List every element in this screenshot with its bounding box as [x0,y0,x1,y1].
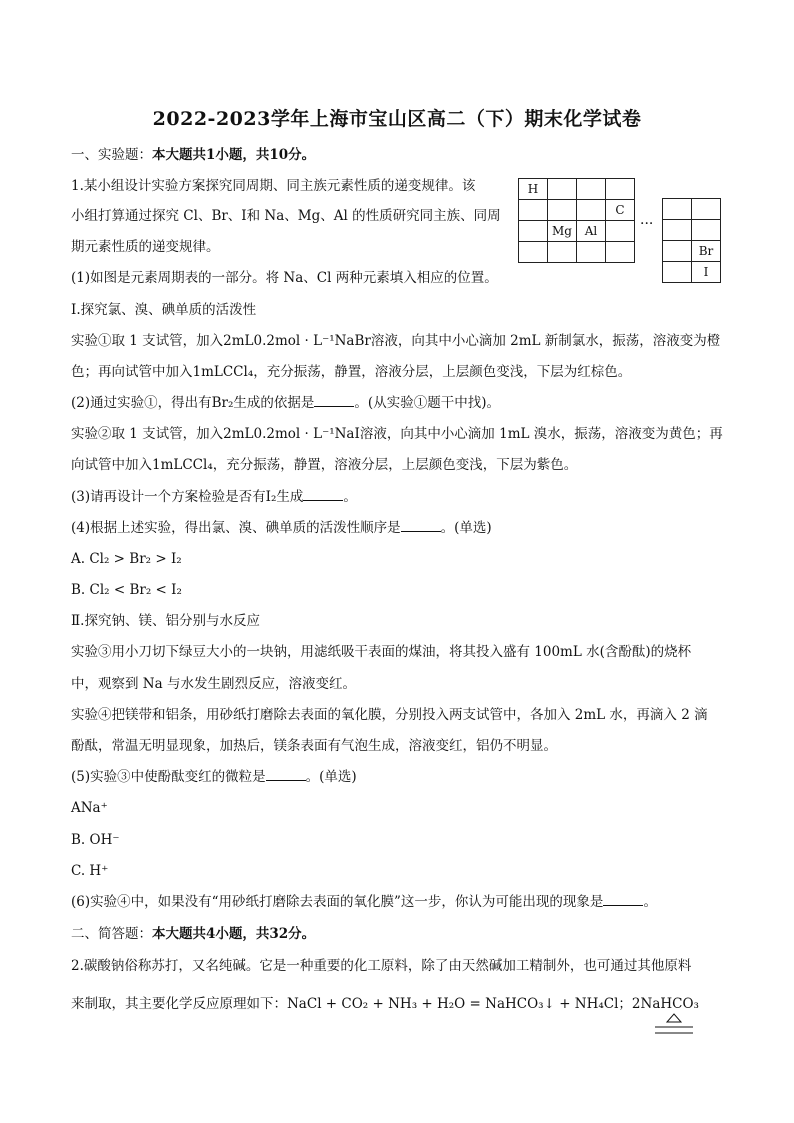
q5-text-b: 。(单选) [305,769,357,785]
section-desc: 本大题共1小题，共10分。 [152,147,316,163]
pt-right-row [663,220,721,241]
pt-right-row [663,262,721,283]
element-cell[interactable] [663,199,692,220]
heating-equal-sign-icon [655,1012,693,1038]
element-cell[interactable] [519,221,548,242]
q1-intro-line-2: 小组打算通过探究 Cl、Br、I和 Na、Mg、Al 的性质研究同主族、同周 [71,208,501,224]
ellipsis: ··· [640,216,654,232]
answer-blank[interactable] [314,394,354,407]
exp3-line-2: 中，观察到 Na 与水发生剧烈反应，溶液变红。 [71,676,356,692]
exp3-line-1: 实验③用小刀切下绿豆大小的一块钠，用滤纸吸干表面的煤油，将其投入盛有 100mL 水(含酚酞)的烧杯 [71,644,692,660]
q1-intro-line-3: 期元素性质的递变规律。 [71,239,220,255]
answer-blank[interactable] [401,519,441,532]
element-cell[interactable]: Mg [548,221,577,242]
element-cell[interactable]: Al [577,221,606,242]
pt-left-row [519,221,635,242]
exp2-line-2: 向试管中加入1mLCCl₄，充分振荡，静置，溶液分层，上层颜色变浅，下层为紫色。 [71,457,578,473]
element-cell[interactable] [577,242,606,263]
section-prefix: 一、实验题： [71,147,152,163]
element-cell[interactable] [692,199,721,220]
exp1-line-2: 色；再向试管中加入1mLCCl₄，充分振荡，静置，溶液分层，上层颜色变浅，下层为红棕色。 [71,364,632,380]
element-cell[interactable] [577,179,606,200]
exp2-line-1: 实验②取 1 支试管，加入2mL0.2mol · L⁻¹NaI溶液，向其中小心滴加 1mL 溴水，振荡，溶液变为黄色；再 [71,426,723,442]
q4-text-a: (4)根据上述实验，得出氯、溴、碘单质的活泼性顺序是 [71,520,401,536]
option-c-5[interactable]: C. H⁺ [71,863,109,879]
element-cell[interactable] [519,200,548,221]
q2-line-1: 2.碳酸钠俗称苏打，又名纯碱。它是一种重要的化工原料，除了由天然碱加工精制外，也可通过其他原料 [71,958,692,974]
q1-part-5 [71,768,357,786]
element-cell[interactable]: C [606,200,635,221]
q6-text-b: 。 [643,894,657,910]
q2-text-b: 。(从实验①题干中找)。 [354,395,500,411]
q1-part-2 [71,394,500,412]
q1-part-3 [71,488,357,506]
answer-blank[interactable] [603,893,643,906]
element-cell[interactable]: I [692,262,721,283]
pt-left-row [519,179,635,200]
element-cell[interactable] [548,242,577,263]
element-cell[interactable] [663,241,692,262]
q3-text-a: (3)请再设计一个方案检验是否有I₂生成 [71,489,304,505]
option-a-5[interactable]: ANa⁺ [71,800,108,816]
section-heading-1 [71,146,315,164]
element-cell[interactable] [606,242,635,263]
element-cell[interactable] [548,179,577,200]
answer-blank[interactable] [303,488,343,501]
element-cell[interactable] [663,220,692,241]
exp1-line-1: 实验①取 1 支试管，加入2mL0.2mol · L⁻¹NaBr溶液，向其中小心滴加 2mL 新制氯水，振荡，溶液变为橙 [71,333,721,349]
q1-intro-line-1: 1.某小组设计实验方案探究同周期、同主族元素性质的递变规律。该 [71,178,476,194]
q4-text-b: 。(单选) [440,520,492,536]
periodic-table-left [518,178,635,263]
element-cell[interactable] [519,242,548,263]
element-cell[interactable] [577,200,606,221]
pt-left-row [519,200,635,221]
q3-text-b: 。 [343,489,357,505]
page-title: 2022-2023学年上海市宝山区高二（下）期末化学试卷 [152,108,642,130]
periodic-table-right [662,198,721,283]
element-cell[interactable] [606,179,635,200]
element-cell[interactable] [548,200,577,221]
q1-part-4 [71,519,492,537]
q6-text-a: (6)实验④中，如果没有“用砂纸打磨除去表面的氧化膜”这一步，你认为可能出现的现象是 [71,894,604,910]
pt-right-row [663,241,721,262]
exp4-line-2: 酚酞，常温无明显现象，加热后，镁条表面有气泡生成，溶液变红，铝仍不明显。 [71,738,557,754]
q5-text-a: (5)实验③中使酚酞变红的微粒是 [71,769,266,785]
q1-part-1: (1)如图是元素周期表的一部分。将 Na、Cl 两种元素填入相应的位置。 [71,270,498,286]
element-cell[interactable] [692,220,721,241]
option-b-5[interactable]: B. OH⁻ [71,832,120,848]
section-heading-2 [71,925,315,943]
option-b[interactable]: B. Cl₂ < Br₂ < I₂ [71,582,182,598]
q2-text-a: (2)通过实验①，得出有Br₂生成的依据是 [71,395,315,411]
section-prefix: 二、简答题： [71,926,152,942]
element-cell[interactable]: H [519,179,548,200]
pt-left-row [519,242,635,263]
answer-blank[interactable] [266,768,306,781]
option-a[interactable]: A. Cl₂ > Br₂ > I₂ [71,551,182,567]
q2-line-2: 来制取，其主要化学反应原理如下：NaCl + CO₂ + NH₃ + H₂O = NaHCO₃↓ + NH₄Cl；2NaHCO₃ [71,996,699,1012]
exp4-line-1: 实验④把镁带和铝条，用砂纸打磨除去表面的氧化膜，分别投入两支试管中，各加入 2mL 水，再滴入 2 滴 [71,707,708,723]
element-cell[interactable] [606,221,635,242]
section-desc: 本大题共4小题，共32分。 [152,926,316,942]
q1-part-6 [71,893,657,911]
part-2-heading: Ⅱ.探究钠、镁、铝分别与水反应 [71,613,260,629]
part-1-heading: Ⅰ.探究氯、溴、碘单质的活泼性 [71,302,257,318]
element-cell[interactable] [663,262,692,283]
element-cell[interactable]: Br [692,241,721,262]
pt-right-row [663,199,721,220]
